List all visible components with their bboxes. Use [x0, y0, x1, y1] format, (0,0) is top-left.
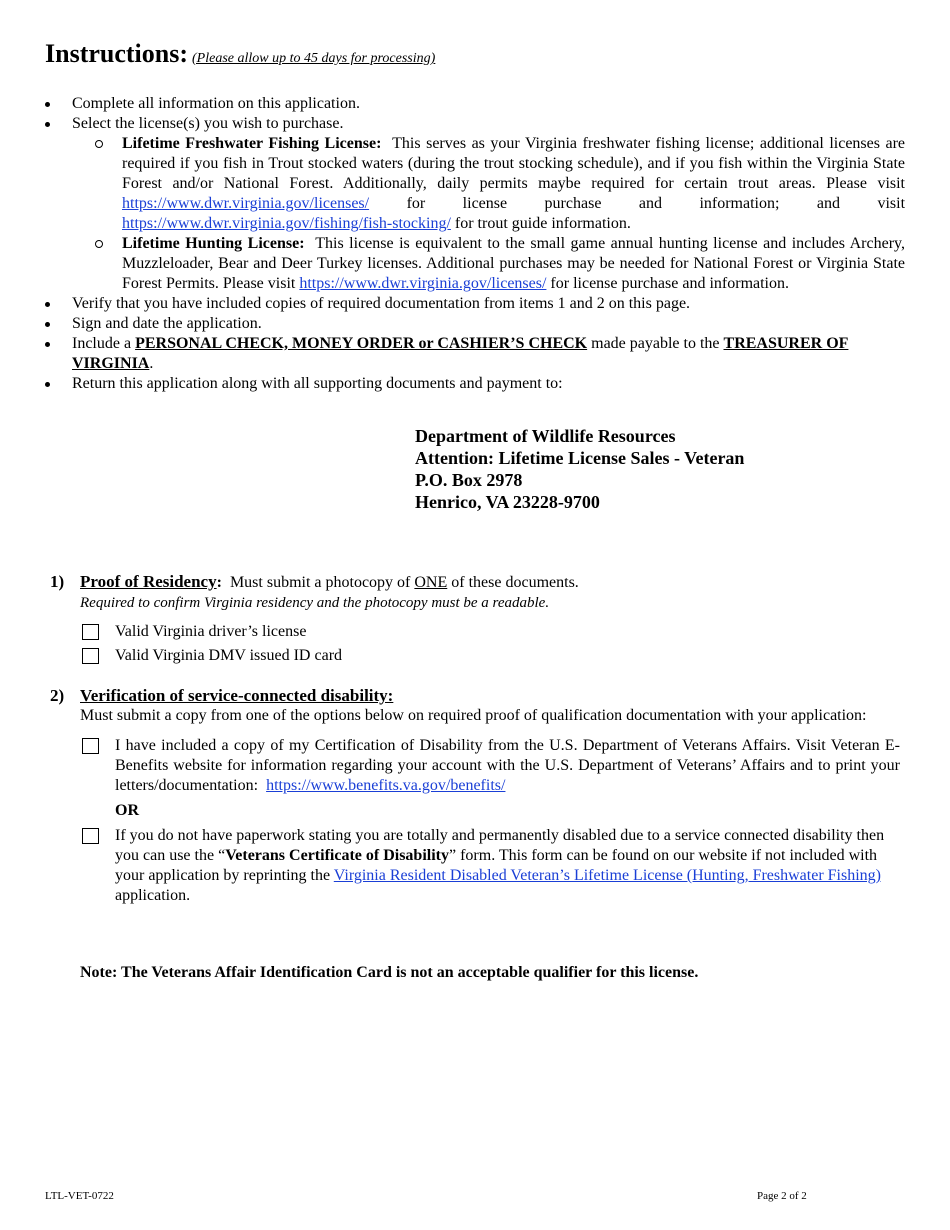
section-heading: Proof of Residency: [80, 572, 217, 591]
option-drivers-license: Valid Virginia driver’s license: [50, 622, 900, 642]
hunting-license-label: Lifetime Hunting License:: [122, 235, 305, 252]
hunting-license-item: Lifetime Hunting License: This license is equivalent to the small game annual hunting license and includes Archery, Muzzleloader, Bear and Deer Turkey licenses. Additional purchases may be needed for National Forest or Virginia State Forest Permits. Please visit https://www.dwr.virginia.gov/licenses/ for license purchase and information.: [45, 234, 905, 294]
instructions-header: [45, 39, 436, 69]
fish-stocking-link[interactable]: https://www.dwr.virginia.gov/fishing/fish-stocking/: [122, 215, 451, 232]
mailing-address: Department of Wildlife Resources Attention: Lifetime License Sales - Veteran P.O. Box 2978 Henrico, VA 23228-9700: [415, 426, 745, 512]
form-id: LTL-VET-0722: [45, 1190, 114, 1202]
fishing-license-label: Lifetime Freshwater Fishing License:: [122, 135, 382, 152]
payment-item: Include a PERSONAL CHECK, MONEY ORDER or CASHIER’S CHECK made payable to the TREASURER OF VIRGINIA.: [45, 334, 905, 374]
circle-bullet-icon: [95, 240, 103, 248]
bullet-icon: [45, 102, 50, 107]
va-benefits-link[interactable]: https://www.benefits.va.gov/benefits/: [266, 777, 506, 794]
section-heading: Verification of service-connected disability:: [80, 686, 394, 705]
important-note: Note: The Veterans Affair Identification Card is not an acceptable qualifier for this license.: [80, 964, 699, 981]
list-item: Return this application along with all supporting documents and payment to:: [45, 374, 905, 394]
option-veterans-certificate: If you do not have paperwork stating you are totally and permanently disabled due to a service connected disability then you can use the “Veterans Certificate of Disability” form. This form can be found on our website if not included with your application by reprinting the Virginia Resident Disabled Veteran’s Lifetime License (Hunting, Freshwater Fishing) application.: [50, 826, 900, 906]
option-va-certification: I have included a copy of my Certification of Disability from the U.S. Department of Veterans Affairs. Visit Veteran E-Benefits website for information regarding your account with the U.S. Department of Veterans’ Affairs and to print your letters/documentation: https://www.benefits.va.gov/benefits/: [50, 736, 900, 796]
bullet-icon: [45, 322, 50, 327]
payee: TREASURER OF VIRGINIA: [72, 335, 849, 372]
va-certification-checkbox[interactable]: [82, 738, 99, 754]
processing-note: (Please allow up to 45 days for processing): [192, 51, 436, 66]
dmv-id-checkbox[interactable]: [82, 648, 99, 664]
section-number: 1): [50, 572, 65, 591]
instruction-list: [45, 94, 905, 394]
fishing-license-item: Lifetime Freshwater Fishing License: This serves as your Virginia freshwater fishing license; additional licenses are required if you fish in Trout stocked waters (during the trout stocking schedule), and if you fish within the Virginia State Forest and/or National Forest. Additionally, daily permits maybe required for certain trout areas. Please visit https://www.dwr.virginia.gov/licenses/ for license purchase and information; and visit https://www.dwr.virginia.gov/fishing/fish-stocking/ for trout guide information.: [45, 134, 905, 234]
veterans-certificate-checkbox[interactable]: [82, 828, 99, 844]
section-intro: Must submit a copy from one of the options below on required proof of qualification documentation with your application:: [80, 707, 867, 724]
licenses-link[interactable]: https://www.dwr.virginia.gov/licenses/: [122, 195, 370, 212]
bullet-icon: [45, 122, 50, 127]
bullet-icon: [45, 342, 50, 347]
section-proof-of-residency: 1) Proof of Residency: Must submit a photocopy of ONE of these documents. Required to confirm Virginia residency and the photocopy must be a readable. Valid Virginia driver’s license Valid Virginia DMV issued ID card: [50, 572, 900, 666]
hunting-licenses-link[interactable]: https://www.dwr.virginia.gov/licenses/: [299, 275, 547, 292]
veteran-application-link[interactable]: Virginia Resident Disabled Veteran’s Lifetime License (Hunting, Freshwater Fishing): [333, 867, 881, 884]
or-separator: OR: [115, 802, 139, 819]
residency-note: Required to confirm Virginia residency and the photocopy must be a readable.: [80, 595, 550, 611]
option-dmv-id: Valid Virginia DMV issued ID card: [50, 646, 900, 666]
list-item: Complete all information on this application.: [45, 94, 905, 114]
section-number: 2): [50, 686, 65, 705]
payment-types: PERSONAL CHECK, MONEY ORDER or CASHIER’S CHECK: [135, 335, 588, 352]
section-disability-verification: [50, 686, 900, 906]
bullet-icon: [45, 302, 50, 307]
circle-bullet-icon: [95, 140, 103, 148]
drivers-license-checkbox[interactable]: [82, 624, 99, 640]
list-item: Sign and date the application.: [45, 314, 905, 334]
page-number: Page 2 of 2: [757, 1190, 807, 1202]
list-item: Verify that you have included copies of required documentation from items 1 and 2 on this page.: [45, 294, 905, 314]
page-title: Instructions:: [45, 39, 189, 68]
bullet-icon: [45, 382, 50, 387]
list-item: Select the license(s) you wish to purchase.: [45, 114, 905, 134]
